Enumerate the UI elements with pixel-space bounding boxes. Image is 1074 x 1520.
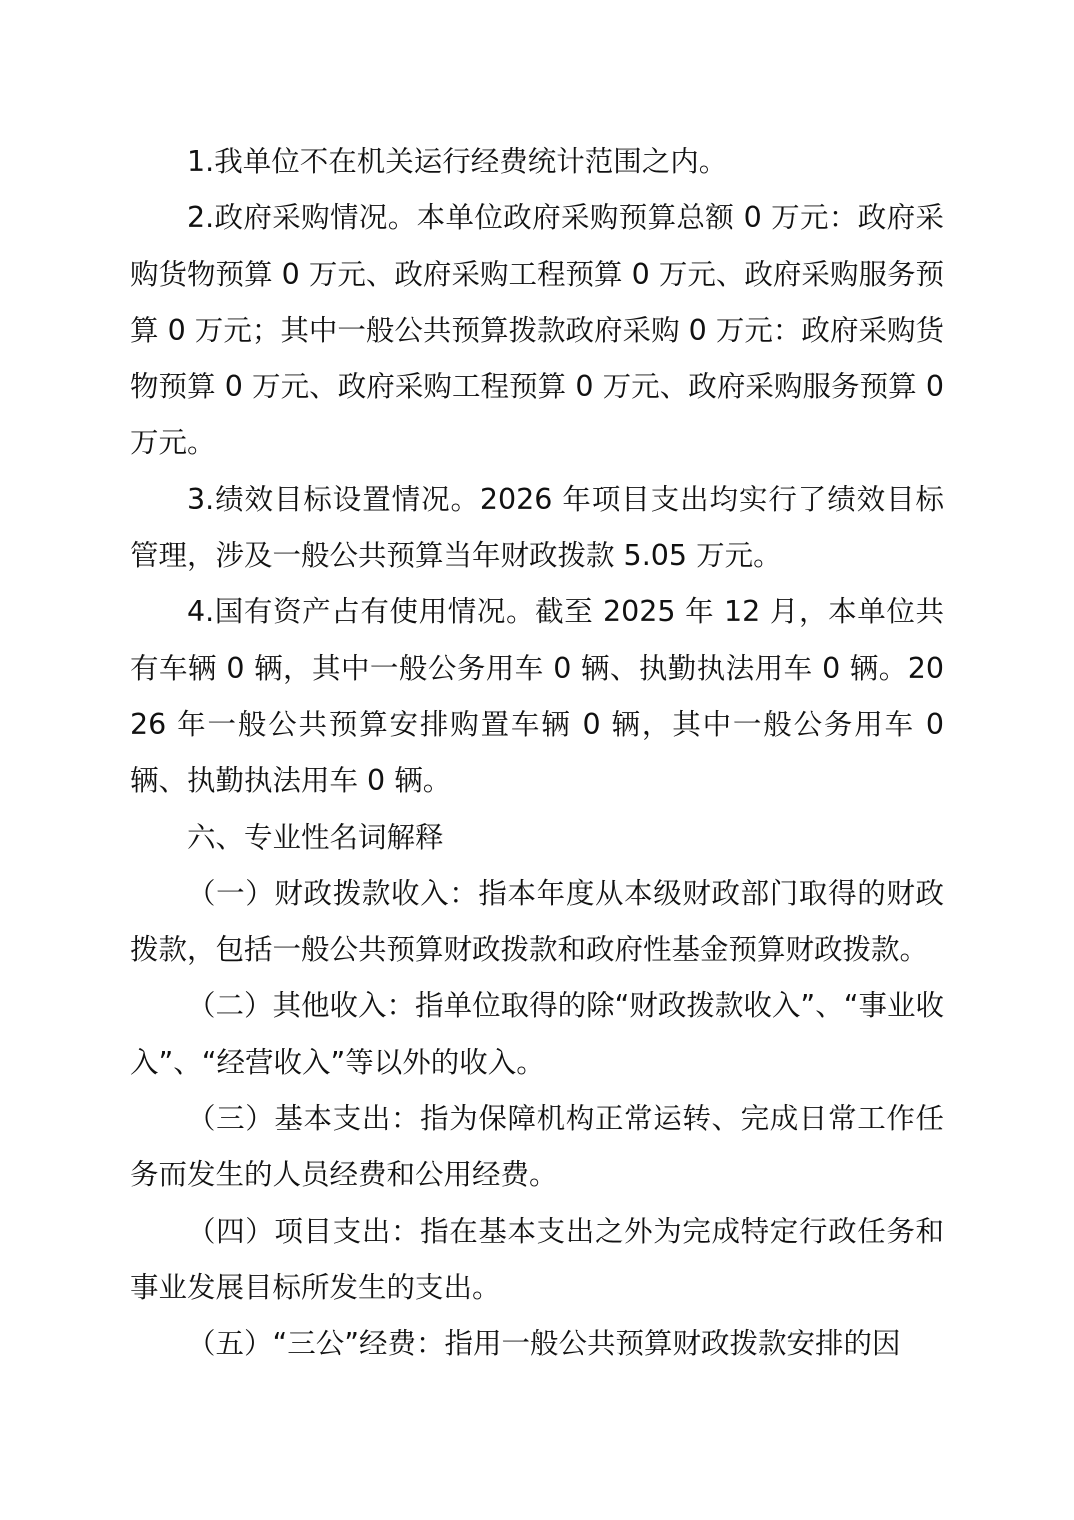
paragraph-operating-expenses: 1.我单位不在机关运行经费统计范围之内。 [187, 145, 728, 178]
definition-other-income: （二）其他收入：指单位取得的除“财政拨款收入”、“事业收入”、“经营收入”等以外的收入。 [130, 989, 944, 1079]
section-heading-terms: 六、专业性名词解释 [187, 820, 444, 854]
paragraph-state-assets: 4.国有资产占有使用情况。截至 2025 年 12 月，本单位共有车辆 0 辆，其中一般公务用车 0 辆、执勤执法用车 0 辆。2026 年一般公共预算安排购置车辆 0 辆，其中一般公务用车 0 辆、执勤执法用车 0 辆。 [130, 595, 944, 798]
paragraph-performance-targets: 3.绩效目标设置情况。2026 年项目支出均实行了绩效目标管理，涉及一般公共预算当年财政拨款 5.05 万元。 [130, 482, 944, 573]
document-body [130, 134, 944, 1373]
definition-project-expenditure: （四）项目支出：指在基本支出之外为完成特定行政任务和事业发展目标所发生的支出。 [130, 1214, 944, 1304]
definition-basic-expenditure: （三）基本支出：指为保障机构正常运转、完成日常工作任务而发生的人员经费和公用经费。 [130, 1102, 944, 1192]
definition-fiscal-allocation-income: （一）财政拨款收入：指本年度从本级财政部门取得的财政拨款，包括一般公共预算财政拨款和政府性基金预算财政拨款。 [130, 876, 944, 967]
paragraph-government-procurement: 2.政府采购情况。本单位政府采购预算总额 0 万元：政府采购货物预算 0 万元、政府采购工程预算 0 万元、政府采购服务预算 0 万元；其中一般公共预算拨款政府采购 0 万元：政府采购货物预算 0 万元、政府采购工程预算 0 万元、政府采购服务预算 0 万元。 [130, 201, 944, 460]
definition-three-public-expenses: （五）“三公”经费：指用一般公共预算财政拨款安排的因 [187, 1327, 901, 1361]
